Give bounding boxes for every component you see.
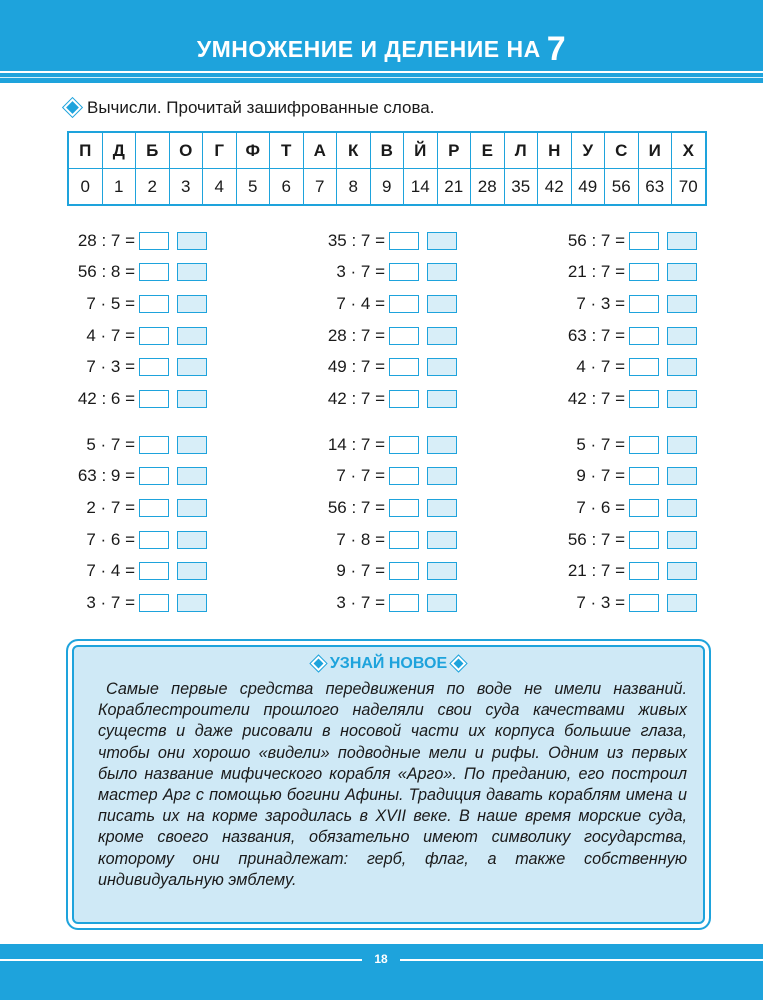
answer-box[interactable] [389,594,419,612]
exercise-column-1-top [55,225,295,415]
exercise-expression: 7 · 6 = [576,497,625,517]
exercise-item [55,225,295,257]
answer-box[interactable] [139,562,169,580]
answer-box[interactable] [629,327,659,345]
exercise-expression: 7 · 6 = [86,529,135,549]
letter-box[interactable] [667,499,697,517]
info-heading-text: УЗНАЙ НОВОЕ [329,655,448,672]
exercise-item [545,383,763,415]
cipher-letter-cell: У [571,132,605,169]
cipher-number-cell: 21 [437,169,471,206]
answer-box[interactable] [139,263,169,281]
exercise-column-3-bottom [545,429,763,619]
cipher-letter-cell: С [605,132,639,169]
exercise-expression: 56 : 7 = [567,230,625,250]
cipher-number-cell: 4 [203,169,237,206]
letter-box[interactable] [667,327,697,345]
exercise-expression: 49 : 7 = [327,357,385,377]
cipher-letter-cell: Е [471,132,505,169]
exercise-expression: 5 · 7 = [576,434,625,454]
answer-box[interactable] [389,499,419,517]
cipher-letter-cell: И [638,132,672,169]
cipher-number-cell: 14 [404,169,438,206]
exercise-item [305,524,545,556]
answer-box[interactable] [139,327,169,345]
exercise-expression: 2 · 7 = [86,497,135,517]
cipher-letter-cell: Ф [236,132,270,169]
exercise-expression: 7 · 3 = [576,293,625,313]
letter-box[interactable] [177,436,207,454]
answer-box[interactable] [389,390,419,408]
exercise-expression: 7 · 3 = [86,357,135,377]
letter-box[interactable] [667,467,697,485]
exercise-item [305,351,545,383]
answer-box[interactable] [139,594,169,612]
letter-box[interactable] [667,594,697,612]
cipher-number-cell: 7 [303,169,337,206]
exercise-item [305,461,545,493]
footer-divider-right [400,959,763,961]
cipher-letter-cell: Р [437,132,471,169]
exercise-expression: 21 : 7 = [567,561,625,581]
exercise-item [55,461,295,493]
letter-box[interactable] [667,358,697,376]
exercise-expression: 7 · 8 = [336,529,385,549]
answer-box[interactable] [629,295,659,313]
letter-box[interactable] [427,531,457,549]
letter-box[interactable] [177,390,207,408]
exercise-expression: 9 · 7 = [576,466,625,486]
cipher-number-cell: 2 [136,169,170,206]
letter-box[interactable] [177,358,207,376]
exercise-item [545,492,763,524]
exercise-expression: 3 · 7 = [336,262,385,282]
exercise-item [305,429,545,461]
cipher-letter-cell: П [68,132,102,169]
exercise-expression: 42 : 7 = [567,388,625,408]
exercise-expression: 28 : 7 = [327,325,385,345]
cipher-number-cell: 70 [672,169,706,206]
page-number: 18 [374,952,388,966]
letter-box[interactable] [427,594,457,612]
letter-box[interactable] [177,467,207,485]
letter-box[interactable] [427,499,457,517]
header-divider [0,71,763,73]
exercise-item [305,555,545,587]
exercise-expression: 7 · 5 = [86,293,135,313]
letter-box[interactable] [427,295,457,313]
cipher-letter-cell: Л [504,132,538,169]
exercise-item [545,320,763,352]
exercise-item [305,225,545,257]
answer-box[interactable] [389,263,419,281]
exercise-expression: 3 · 7 = [86,592,135,612]
exercise-item [305,257,545,289]
exercise-column-3-top [545,225,763,415]
exercise-item [545,429,763,461]
exercise-item [55,429,295,461]
cipher-number-cell: 35 [504,169,538,206]
exercise-expression: 7 · 4 = [86,561,135,581]
cipher-letter-cell: К [337,132,371,169]
exercise-item [305,383,545,415]
letter-box[interactable] [427,390,457,408]
exercise-expression: 14 : 7 = [327,434,385,454]
answer-box[interactable] [139,232,169,250]
exercise-expression: 56 : 8 = [77,262,135,282]
exercise-expression: 9 · 7 = [336,561,385,581]
exercise-expression: 56 : 7 = [567,529,625,549]
answer-box[interactable] [629,232,659,250]
exercise-item [55,524,295,556]
answer-box[interactable] [139,390,169,408]
page-header [0,0,763,83]
exercise-expression: 42 : 6 = [77,388,135,408]
cipher-table [67,131,707,206]
footer-divider-left [0,959,362,961]
letter-box[interactable] [177,499,207,517]
cipher-number-cell: 49 [571,169,605,206]
answer-box[interactable] [629,390,659,408]
answer-box[interactable] [629,562,659,580]
answer-box[interactable] [389,327,419,345]
letter-box[interactable] [177,531,207,549]
cipher-letter-cell: В [370,132,404,169]
exercise-item [305,587,545,619]
letter-box[interactable] [427,263,457,281]
exercise-item [545,288,763,320]
answer-box[interactable] [389,562,419,580]
exercise-expression: 35 : 7 = [327,230,385,250]
exercise-item [55,320,295,352]
header-divider-thin [0,77,763,78]
exercise-item [545,524,763,556]
exercise-item [545,225,763,257]
exercise-item [55,555,295,587]
exercise-item [55,492,295,524]
cipher-number-cell: 8 [337,169,371,206]
exercise-item [545,587,763,619]
letter-box[interactable] [667,562,697,580]
answer-box[interactable] [139,358,169,376]
letter-box[interactable] [177,232,207,250]
answer-box[interactable] [629,531,659,549]
exercise-expression: 63 : 9 = [77,466,135,486]
info-text: Самые первые средства передвижения по воде не имели названий. Кораблестроители прошлого наделяли свои суда качествами живых существ и даже рисовали в носовой части их корпуса большие глаза, чтобы они хорошо «видели» подводные мели и рифы. Одним из первых было название мифического корабля «Арго». По преданию, его построил мастер Арг с помощью богини Афины. Традиция давать кораблям имена и писать их на корме зародилась в XVII веке. В наше время морские суда, кроме своего названия, обязательно имеют символику государства, которому они принадлежат: герб, флаг, а также собственную индивидуальную эмблему. [98,680,687,889]
cipher-number-cell: 6 [270,169,304,206]
answer-box[interactable] [389,436,419,454]
exercise-item [55,257,295,289]
exercise-expression: 7 · 7 = [336,466,385,486]
exercise-item [305,288,545,320]
letter-box[interactable] [427,562,457,580]
diamond-right-icon [454,659,464,669]
answer-box[interactable] [139,295,169,313]
exercise-item [545,257,763,289]
letter-box[interactable] [427,467,457,485]
letter-box[interactable] [667,390,697,408]
cipher-letter-cell: Г [203,132,237,169]
cipher-number-cell: 63 [638,169,672,206]
exercise-expression: 5 · 7 = [86,434,135,454]
info-box [66,639,711,930]
diamond-bullet-icon [66,101,79,114]
exercise-column-1-bottom [55,429,295,619]
info-heading [68,655,709,673]
cipher-letter-cell: А [303,132,337,169]
letter-box[interactable] [427,327,457,345]
cipher-number-cell: 9 [370,169,404,206]
answer-box[interactable] [629,436,659,454]
diamond-left-icon [313,659,323,669]
cipher-number-cell: 3 [169,169,203,206]
exercise-item [305,492,545,524]
answer-box[interactable] [389,467,419,485]
exercise-expression: 7 · 3 = [576,592,625,612]
answer-box[interactable] [629,594,659,612]
cipher-letter-cell: Д [102,132,136,169]
cipher-letter-cell: Х [672,132,706,169]
letter-box[interactable] [667,531,697,549]
cipher-number-cell: 28 [471,169,505,206]
exercise-item [55,288,295,320]
answer-box[interactable] [629,263,659,281]
answer-box[interactable] [629,467,659,485]
exercise-item [545,461,763,493]
cipher-letter-cell: Б [136,132,170,169]
cipher-number-cell: 5 [236,169,270,206]
cipher-letter-cell: Т [270,132,304,169]
answer-box[interactable] [389,531,419,549]
answer-box[interactable] [139,436,169,454]
cipher-letter-cell: О [169,132,203,169]
answer-box[interactable] [629,499,659,517]
letter-box[interactable] [427,358,457,376]
instruction [68,98,434,118]
exercise-expression: 3 · 7 = [336,592,385,612]
cipher-letter-cell: Й [404,132,438,169]
exercise-expression: 63 : 7 = [567,325,625,345]
letter-box[interactable] [667,436,697,454]
letter-box[interactable] [667,263,697,281]
answer-box[interactable] [389,358,419,376]
answer-box[interactable] [139,467,169,485]
cipher-number-cell: 42 [538,169,572,206]
cipher-number-cell: 0 [68,169,102,206]
letter-box[interactable] [427,232,457,250]
letter-box[interactable] [177,327,207,345]
exercise-item [305,320,545,352]
letter-box[interactable] [177,295,207,313]
exercise-expression: 21 : 7 = [567,262,625,282]
answer-box[interactable] [389,232,419,250]
exercise-item [545,555,763,587]
instruction-text: Вычисли. Прочитай зашифрованные слова. [87,98,435,117]
exercise-item [55,351,295,383]
exercise-expression: 7 · 4 = [336,293,385,313]
answer-box[interactable] [629,358,659,376]
letter-box[interactable] [667,232,697,250]
exercise-expression: 28 : 7 = [77,230,135,250]
letter-box[interactable] [177,263,207,281]
answer-box[interactable] [389,295,419,313]
exercise-column-2-top [305,225,545,415]
cipher-number-cell: 1 [102,169,136,206]
exercise-column-2-bottom [305,429,545,619]
exercise-item [545,351,763,383]
page-title [0,30,763,69]
letter-box[interactable] [177,594,207,612]
exercise-item [55,383,295,415]
answer-box[interactable] [139,499,169,517]
cipher-numbers-row [68,169,706,206]
letter-box[interactable] [667,295,697,313]
answer-box[interactable] [139,531,169,549]
exercise-expression: 42 : 7 = [327,388,385,408]
exercise-item [55,587,295,619]
page-footer [0,944,763,1000]
cipher-letter-cell: Н [538,132,572,169]
exercise-expression: 56 : 7 = [327,497,385,517]
cipher-letters-row [68,132,706,169]
letter-box[interactable] [427,436,457,454]
exercise-expression: 4 · 7 = [576,357,625,377]
exercise-expression: 4 · 7 = [86,325,135,345]
cipher-number-cell: 56 [605,169,639,206]
letter-box[interactable] [177,562,207,580]
title-number: 7 [546,30,567,68]
title-text: УМНОЖЕНИЕ И ДЕЛЕНИЕ НА [196,36,541,62]
